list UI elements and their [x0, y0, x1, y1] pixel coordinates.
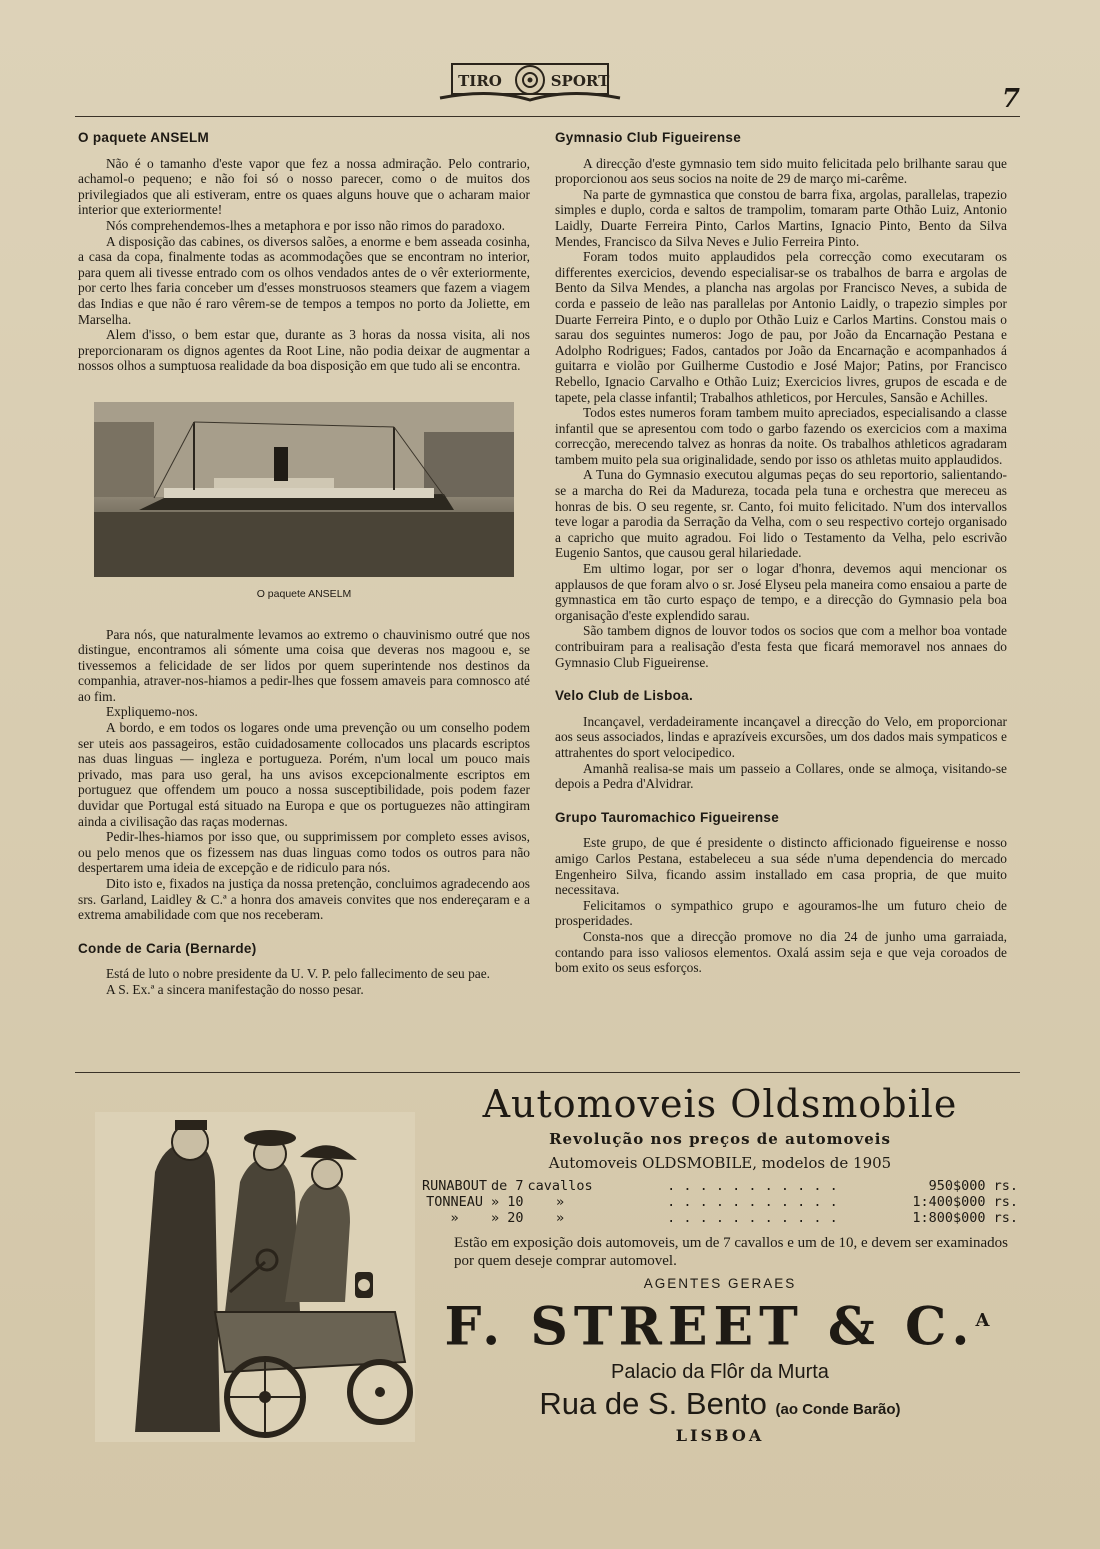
photo-caption: O paquete ANSELM — [256, 587, 352, 600]
leader-dots: . . . . . . . . . . . — [667, 1194, 838, 1210]
firm-name-superscript: A — [975, 1310, 996, 1331]
advert-exposure-text: Estão em exposição dois automoveis, um de 7 cavallos e um de 10, e devem ser examinados por quem deseje comprar automovel. — [454, 1235, 1009, 1269]
oldsmobile-advert — [420, 1082, 1020, 1445]
price-row — [420, 1210, 1020, 1226]
model-name: TONNEAU — [426, 1194, 483, 1210]
paragraph: A Tuna do Gymnasio executou algumas peças do seu reportorio, salientando-se a marcha do Rei da Madureza, tocada pela tuna e orchestra que mereceu as honras de bis. O seu regente, sr. Canto, foi muito felicitado. N'um dos intervallos teve logar a parodia da Serração da Velha, com o seu respectivo cortejo organisado a capricho que muito agradou. Foi lido o Testamento da Velha, pelo escrivão Eugenio Santos, que causou geral hilariedade. — [555, 467, 1007, 561]
page-number: 7 — [1001, 84, 1020, 114]
heading-conde-de-caria: Conde de Caria (Bernarde) — [78, 940, 257, 956]
advert-models: Automoveis OLDSMOBILE, modelos de 1905 — [548, 1154, 892, 1172]
advert-title: Automoveis Oldsmobile — [482, 1082, 958, 1126]
model-unit: cavallos — [527, 1178, 593, 1194]
price-table — [420, 1178, 1020, 1226]
advert-palace: Palacio da Flôr da Murta — [611, 1361, 829, 1384]
paragraph: Incançavel, verdadeiramente incançavel a direcção do Velo, em proporcionar aos seus associados, lindas e aprazíveis excursões, um dos dados mais sympaticos e attrahentes do sport velocipedico. — [555, 713, 1007, 760]
model-hp: de 7 — [491, 1178, 524, 1194]
model-name: » — [450, 1210, 459, 1226]
model-hp: » 10 — [491, 1194, 524, 1210]
model-unit: » — [555, 1210, 565, 1226]
advert-firm-name — [420, 1295, 1020, 1358]
paragraph: Não é o tamanho d'este vapor que fez a nossa admiração. Pelo contrario, achamol-o pequeno; e não foi só o nosso parecer, como o de muitos dos privilegiados que ali estiveram, entre os quaes alguns houve que o acharam maior interior que exteriormente! — [78, 155, 530, 218]
model-hp: » 20 — [491, 1210, 524, 1226]
price-row — [420, 1194, 1020, 1210]
model-price: 1:800$000 rs. — [912, 1210, 1018, 1226]
paragraph: Para nós, que naturalmente levamos ao extremo o chauvinismo outré que nos distingue, encontramos ali sómente uma coisa que deveras nos magoou e, se tivessemos a felicidade de ser lidos por quem superintende nos destinos da companhia, atraver-nos-hiamos a pedir-lhes que fossem amaveis para comnosco até ao fim. — [78, 626, 530, 704]
right-column — [555, 130, 1007, 976]
paragraph: Foram todos muito applaudidos pela correcção como executaram os differentes exercicios, devendo especialisar-se os trabalhos de barra e argolas de Bento da Silva Mendes, a plancha nas argolas por Francisco Neves, a subida de corda e passeio de leão nas parallelas por Antonio Laidly, o trapezio simples por Duarte Ferreira Pinto, e o duplo por Othão Luiz e Carlos Martins. Constou mais o sarau dos seguintes numeros: Jogo de pau, por João da Encarnação Pestana e Adolpho Rodrigues; Fados, cantados por João da Encarnação e acompanhados á guitarra e violão por Guilherme Custodio e José Major; Patins, por Francisco Rebello, Ignacio Carvalho e Othão Luiz; Exercicios livres, grupos de escada e de tapete, pela classe infantil; Trabalhos athleticos, por Hercules, Sansão e Achilles. — [555, 249, 1007, 405]
motorcar-illustration — [95, 1112, 415, 1442]
left-column — [78, 130, 530, 998]
advert-street — [420, 1386, 1020, 1422]
model-price: 950$000 rs. — [928, 1178, 1018, 1194]
paragraph: Este grupo, de que é presidente o distincto afficionado figueirense e nosso amigo Carlos Pestana, estabeleceu a sua séde n'uma dependencia do mercado Engenheiro Silva, ficando assim installado em casa propria, de que muito necessitava. — [555, 835, 1007, 898]
model-price: 1:400$000 rs. — [912, 1194, 1018, 1210]
leader-dots: . . . . . . . . . . . — [667, 1178, 838, 1194]
heading-gymnasio-club: Gymnasio Club Figueirense — [555, 130, 742, 145]
street-name: Rua de S. Bento — [539, 1386, 767, 1422]
heading-grupo-tauromachico: Grupo Tauromachico Figueirense — [555, 809, 780, 825]
price-row — [420, 1178, 1020, 1194]
masthead-logo — [430, 58, 630, 108]
heading-velo-club: Velo Club de Lisboa. — [555, 688, 694, 704]
advert-city: LISBOA — [675, 1426, 765, 1446]
ship-photo — [94, 402, 514, 577]
masthead-right-text: SPORT — [550, 72, 610, 90]
paragraph: Dito isto e, fixados na justiça da nossa pretenção, concluimos agradecendo aos srs. Garland, Laidley & C.ª a honra dos amaveis convites que nos endereçaram e a extrema amabilidade com que nos receberam. — [78, 876, 530, 923]
paragraph: São tambem dignos de louvor todos os socios que com a melhor boa vontade contribuiram para a realisação d'esta festa que ficará memoravel nos annaes do Gymnasio Club Figueirense. — [555, 623, 1007, 670]
advert-agents-label: AGENTES GERAES — [643, 1276, 797, 1291]
paragraph: Expliquemo-nos. — [106, 704, 198, 720]
paragraph: Em ultimo logar, por ser o logar d'honra, devemos aqui mencionar os applausos de que foram alvo o sr. José Elyseu pela maneira como ensaiou a parte de gymnastica em tão curto espaço de tempo, e a direcção do Gymnasio pela boa organisação d'este explendido sarau. — [555, 561, 1007, 623]
leader-dots: . . . . . . . . . . . — [667, 1210, 838, 1226]
heading-paquete-anselm: O paquete ANSELM — [78, 130, 210, 145]
advert-rule — [75, 1072, 1020, 1073]
paragraph: Alem d'isso, o bem estar que, durante as 3 horas da nossa visita, ali nos preporcionaram os dignos agentes da Root Line, não podia deixar de augmentar a nossos olhos a sumptuosa realidade da boa disposição em que tudo ali se encontra. — [78, 327, 530, 374]
firm-name-text: F. STREET & C. — [444, 1296, 976, 1358]
model-name: RUNABOUT — [422, 1178, 488, 1194]
paragraph: Todos estes numeros foram tambem muito apreciados, especialisando a classe infantil que se apresentou com todo o garbo fazendo os exercicios com a maxima correcção, merecendo talvez as honras da noite. Os trabalhos athleticos agradaram tambem muito pela sua originalidade, sendo por isso os athletas muito applaudidos. — [555, 405, 1007, 467]
paragraph: Na parte de gymnastica que constou de barra fixa, argolas, parallelas, trapezio simples e duplo, corda e saltos de trampolim, tomaram parte Othão Luiz, Antonio Laidly, Duarte Ferreira Pinto, Carlos Martins, Ignacio Pinto, Bento da Silva Mendes, Francisco da Silva Neves e Julio Ferreira Pinto. — [555, 186, 1007, 249]
paragraph: Está de luto o nobre presidente da U. V. P. pelo fallecimento de seu pae. — [106, 966, 491, 982]
paragraph: Felicitamos o sympathico grupo e agouramos-lhe um futuro cheio de prosperidades. — [555, 897, 1007, 929]
masthead-left-text: TIRO — [458, 72, 502, 90]
paragraph: A direcção d'este gymnasio tem sido muito felicitada pelo brilhante sarau que proporcionou aos seus socios na noite de 29 de março mi-carême. — [555, 155, 1007, 187]
advert-subtitle: Revolução nos preços de automoveis — [549, 1130, 891, 1148]
paragraph: A S. Ex.ª a sincera manifestação do nosso pesar. — [106, 981, 364, 997]
model-unit: » — [555, 1194, 565, 1210]
paragraph: Nós comprehendemos-lhes a metaphora e por isso não rimos do paradoxo. — [106, 217, 506, 233]
paragraph: A bordo, e em todos os logares onde uma prevenção ou um conselho podem ser uteis aos passageiros, estão cuidadosamente collocados uns placards escriptos nas duas linguas — ingleza e portugueza. Porém, n'um local um pouco mais privado, mas para uso geral, ha uns avisos excepcionalmente escriptos em portuguez que offendem um pouco a nossa susceptibilidade, pois podem fazer duvidar que Portugal está situado na Europa e que os portuguezes não attingiram ainda a civilisação das raças modernas. — [78, 720, 530, 829]
header-rule — [75, 116, 1020, 117]
paragraph: Pedir-lhes-hiamos por isso que, ou supprimissem por completo esses avisos, ou pelo menos que os fizessem nas duas linguas como todos os outros para não despertarem uma ideia de excepção e de ridiculo para nós. — [78, 829, 530, 876]
paragraph: Amanhã realisa-se mais um passeio a Collares, onde se almoça, visitando-se depois a Pedra d'Alvidrar. — [555, 760, 1007, 792]
street-note: (ao Conde Barão) — [775, 1401, 901, 1419]
paragraph: A disposição das cabines, os diversos salões, a enorme e bem asseada cosinha, a casa da copa, finalmente todas as acommodações que se encontram no interior, para quem ali tivesse entrado com os olhos vendados antes de o vêr exteriormente, por certo lhes faria conceber um d'esses monstruosos steamers que fazem a viagem das Indias e que não é raro vêrem-se de tempos a tempos no porto da Joliette, em Marselha. — [78, 233, 530, 327]
paragraph: Consta-nos que a direcção promove no dia 24 de junho uma garraiada, contando para isso valiosos elementos. Oxalá assim seja e que veja coroados de bom exito os seus esforços. — [555, 928, 1007, 976]
steamship-illustration — [94, 402, 514, 577]
